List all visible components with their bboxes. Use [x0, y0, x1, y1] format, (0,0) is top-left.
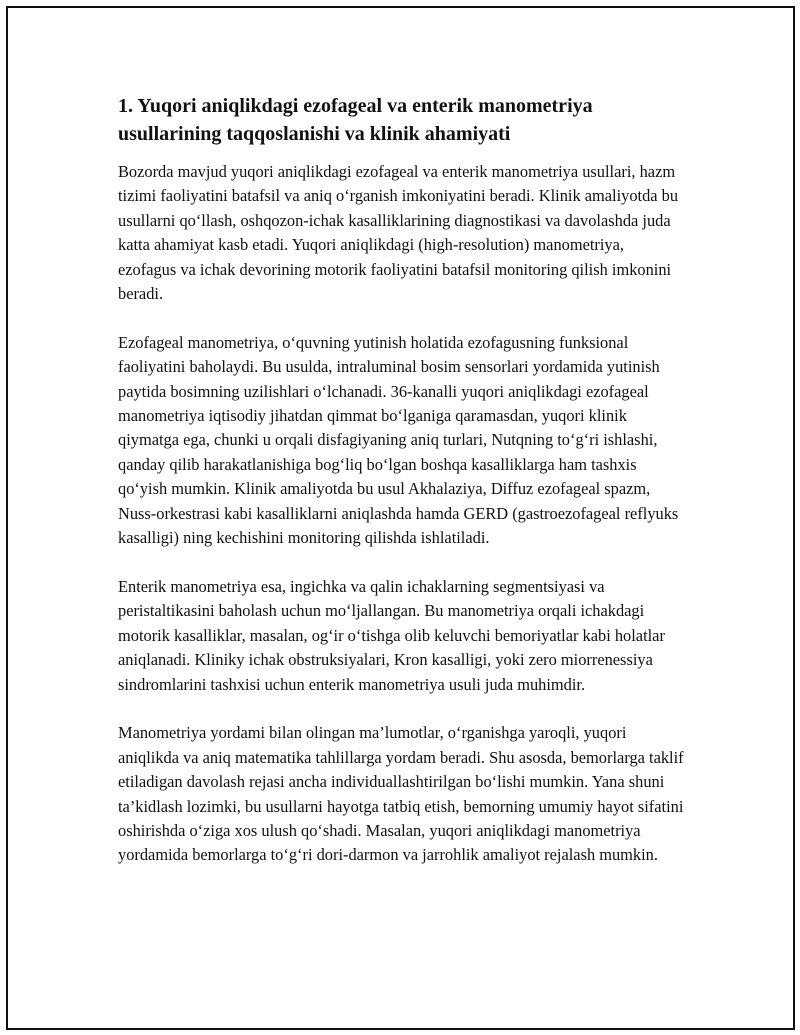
document-body — [118, 92, 684, 892]
paragraph-2: Ezofageal manometriya, o‘quvning yutinish holatida ezofagusning funksional faoliyatini baholaydi. Bu usulda, intraluminal bosim sensorlari yordamida yutinish paytida bosimning uzilishlari o‘lchanadi. 36-kanalli yuqori aniqlikdagi ezofageal manometriya iqtisodiy jihatdan qimmat bo‘lganiga qaramasdan, yuqori klinik qiymatga ega, chunki u orqali disfagiyaning aniq turlari, Nutqning to‘g‘ri ishlashi, qanday qilib harakatlanishiga bog‘liq bo‘lgan boshqa kasalliklarga ham tashxis qo‘yish mumkin. Klinik amaliyotda bu usul Akhalaziya, Diffuz ezofageal spazm, Nuss-orkestrasi kabi kasalliklarni aniqlashda hamda GERD (gastroezofageal reflyuks kasalligi) ning kechishini monitoring qilishda ishlatiladi. — [118, 332, 679, 548]
paragraph-1: Bozorda mavjud yuqori aniqlikdagi ezofageal va enterik manometriya usullari, hazm tizimi faoliyatini batafsil va aniq o‘rganish imkoniyatini beradi. Klinik amaliyotda bu usullarni qo‘llash, oshqozon-ichak kasalliklarining diagnostikasi va davolashda juda katta ahamiyat kasb etadi. Yuqori aniqlikdagi (high-resolution) manometriya, ezofagus va ichak devorining motorik faoliyatini batafsil monitoring qilish imkonini beradi. — [118, 162, 679, 304]
section-heading: 1. Yuqori aniqlikdagi ezofageal va enterik manometriya usullarining taqqoslanishi va klinik ahamiyati — [118, 95, 593, 145]
paragraph-4: Manometriya yordami bilan olingan ma’lumotlar, o‘rganishga yaroqli, yuqori aniqlikda va aniq matematika tahlillarga yordam beradi. Shu asosda, bemorlarga taklif etiladigan davolash rejasi ancha individuallashtirilgan bo‘lishi mumkin. Yana shuni ta’kidlash lozimki, bu usullarni hayotga tatbiq etish, bemorning umumiy hayot sifatini oshirishda o‘ziga xos ulush qo‘shadi. Masalan, yuqori aniqlikdagi manometriya yordamida bemorlarga to‘g‘ri dori-darmon va jarrohlik amaliyot rejalash mumkin. — [118, 723, 684, 865]
paragraph-3: Enterik manometriya esa, ingichka va qalin ichaklarning segmentsiyasi va peristaltikasini baholash uchun mo‘ljallangan. Bu manometriya orqali ichakdagi motorik kasalliklar, masalan, og‘ir o‘tishga olib keluvchi bemoriyatlar kabi holatlar aniqlanadi. Kliniky ichak obstruksiyalari, Kron kasalligi, yoki zero miorrenessiya sindromlarini tashxisi uchun enterik manometriya usuli juda muhimdir. — [118, 576, 665, 694]
